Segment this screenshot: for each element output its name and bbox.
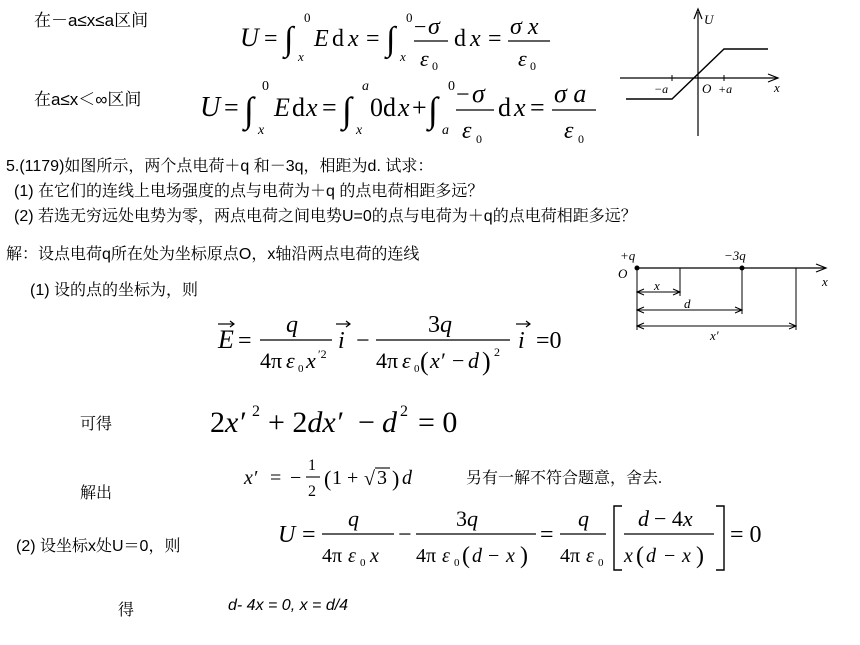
question-1: (1) 在它们的连线上电场强度的点与电荷为＋q 的点电荷相距多远？ — [14, 183, 484, 200]
svg-text:0: 0 — [406, 10, 413, 25]
svg-text:d: d — [292, 93, 305, 122]
svg-text:d: d — [472, 545, 482, 567]
svg-text:(: ( — [420, 347, 429, 376]
svg-text:−: − — [398, 522, 412, 548]
svg-text:x: x — [258, 123, 265, 138]
graph-neg-a-label: −a — [654, 82, 669, 96]
svg-text:4π: 4π — [376, 348, 399, 373]
svg-text:=: = — [224, 93, 239, 122]
svg-text:0: 0 — [414, 363, 420, 375]
question-2: (2) 若选无穷远处电势为零，两点电荷之间电势U=0的点与电荷为＋q的点电荷相距多远？ — [14, 208, 637, 225]
svg-text:(: ( — [324, 466, 332, 491]
svg-text:= 0: = 0 — [730, 522, 762, 548]
svg-text:x: x — [514, 93, 526, 122]
svg-text:x: x — [400, 49, 406, 64]
svg-text:=: = — [264, 26, 278, 52]
svg-text:0: 0 — [530, 59, 536, 73]
diagram-q-pos-label: +q — [620, 248, 636, 263]
svg-text:ε: ε — [564, 118, 574, 144]
part2-intro: (2) 设坐标x处U＝0，则 — [16, 538, 181, 555]
part1-intro: (1) 设的点的坐标为，则 — [30, 282, 199, 299]
svg-text:ε: ε — [286, 348, 295, 373]
svg-text:0: 0 — [598, 557, 604, 569]
svg-text:2: 2 — [308, 483, 316, 500]
svg-text:0: 0 — [304, 10, 311, 25]
svg-text:ε: ε — [462, 118, 472, 144]
svg-text:x: x — [298, 49, 304, 64]
problem-statement: 5.(1179)如图所示，两个点电荷＋q 和－3q，相距为d. 试求： — [6, 158, 434, 175]
svg-text:0d: 0d — [370, 93, 396, 122]
svg-text:): ) — [392, 466, 400, 491]
svg-text:x: x — [348, 26, 359, 52]
svg-text:0: 0 — [448, 79, 455, 94]
svg-text:− 4x: − 4x — [654, 506, 693, 531]
svg-text:i: i — [338, 328, 345, 354]
svg-text:= 0: = 0 — [418, 406, 458, 439]
region2-label: 在a≤x＜∞区间 — [34, 90, 142, 109]
svg-text:0: 0 — [432, 59, 438, 73]
svg-text:1: 1 — [308, 457, 316, 474]
svg-text:): ) — [482, 347, 491, 376]
svg-text:U: U — [200, 92, 221, 123]
svg-text:∫: ∫ — [244, 90, 254, 130]
svg-text:σ: σ — [428, 14, 440, 40]
graph-x-label: x — [774, 80, 780, 95]
svg-text:E: E — [274, 93, 290, 122]
svg-text:3q: 3q — [428, 312, 452, 338]
equation-quadratic — [206, 396, 476, 446]
graph-u-label: U — [704, 12, 714, 27]
svg-text:0: 0 — [360, 557, 366, 569]
region1-label: 在－a≤x≤a区间 — [34, 11, 149, 30]
svg-text:0: 0 — [262, 79, 269, 94]
diagram-x-axis-label: x — [822, 274, 828, 289]
svg-text:−: − — [414, 14, 427, 39]
diagram-origin-label: O — [618, 266, 628, 281]
graph-origin-label: O — [702, 81, 712, 96]
svg-text:d: d — [468, 348, 479, 373]
svg-text:ε: ε — [402, 348, 411, 373]
svg-text:∫: ∫ — [428, 90, 438, 130]
svg-text:x: x — [398, 93, 410, 122]
svg-text:E: E — [218, 325, 234, 354]
svg-text:σ: σ — [472, 79, 485, 108]
svg-text:a: a — [362, 79, 369, 94]
equation-u-zero — [274, 500, 764, 578]
svg-text:3q: 3q — [456, 506, 478, 531]
equation-u-inner — [238, 4, 568, 74]
svg-text:4π: 4π — [322, 545, 343, 567]
svg-text:σ x: σ x — [510, 14, 539, 40]
svg-text:0: 0 — [298, 363, 304, 375]
svg-text:U: U — [278, 522, 296, 548]
svg-text:U: U — [240, 23, 259, 52]
svg-text:1 +: 1 + — [332, 467, 359, 489]
svg-text:=: = — [322, 93, 337, 122]
svg-text:=: = — [366, 26, 380, 52]
svg-text:0: 0 — [454, 557, 460, 569]
svg-text:+ 2dx′: + 2dx′ — [268, 406, 343, 439]
svg-text:=: = — [540, 522, 554, 548]
svg-text:d: d — [402, 467, 412, 489]
svg-text:−: − — [664, 545, 676, 567]
svg-text:3: 3 — [377, 467, 387, 489]
final-answer: d- 4x = 0, x = d/4 — [228, 597, 349, 614]
svg-text:∫: ∫ — [386, 21, 396, 58]
svg-text:=: = — [302, 522, 316, 548]
svg-text:σ a: σ a — [554, 79, 587, 108]
svg-text:−: − — [456, 82, 470, 108]
svg-text:q: q — [286, 312, 298, 338]
svg-text:a: a — [442, 123, 449, 138]
svg-text:x: x — [306, 93, 318, 122]
svg-text:2: 2 — [494, 345, 500, 359]
svg-text:): ) — [520, 543, 528, 569]
svg-text:′2: ′2 — [318, 347, 327, 361]
svg-text:x: x — [624, 545, 633, 567]
svg-text:+: + — [412, 93, 427, 122]
svg-text:x′: x′ — [430, 348, 445, 373]
svg-text:4π: 4π — [560, 545, 581, 567]
final-label: 得 — [118, 602, 135, 619]
svg-text:∫: ∫ — [342, 90, 352, 130]
svg-text:0: 0 — [578, 132, 584, 146]
svg-text:=: = — [270, 467, 282, 489]
svg-text:d: d — [382, 406, 397, 439]
solution-setup: 解：设点电荷q所在处为坐标原点O，x轴沿两点电荷的连线 — [6, 246, 420, 263]
svg-text:i: i — [518, 328, 525, 354]
svg-text:x: x — [306, 348, 316, 373]
svg-text:=: = — [530, 93, 545, 122]
svg-text:−: − — [358, 406, 375, 439]
svg-text:(: ( — [462, 543, 470, 569]
svg-text:x: x — [356, 123, 363, 138]
result-label: 可得 — [80, 416, 113, 433]
diagram-q-neg-label: −3q — [724, 248, 746, 263]
svg-text:ε: ε — [518, 46, 527, 71]
svg-text:d: d — [498, 93, 511, 122]
svg-text:x: x — [470, 26, 481, 52]
svg-text:−: − — [452, 348, 465, 373]
svg-text:√: √ — [364, 468, 375, 490]
svg-text:4π: 4π — [260, 348, 283, 373]
charge-diagram — [612, 244, 842, 344]
svg-text:ε: ε — [420, 46, 429, 71]
svg-text:ε: ε — [348, 545, 356, 567]
reject-note: 另有一解不符合题意，舍去. — [466, 470, 663, 487]
svg-text:(: ( — [636, 543, 644, 569]
svg-text:x: x — [682, 545, 691, 567]
solve-label: 解出 — [80, 485, 113, 502]
equation-e-field — [214, 306, 574, 382]
svg-text:d: d — [454, 26, 466, 52]
svg-text:x: x — [370, 545, 379, 567]
svg-text:x: x — [506, 545, 515, 567]
svg-text:2: 2 — [252, 403, 260, 420]
svg-text:d: d — [646, 545, 656, 567]
svg-text:d: d — [332, 26, 344, 52]
diagram-x-label: x — [654, 278, 660, 293]
svg-text:4π: 4π — [416, 545, 437, 567]
svg-text:q: q — [348, 506, 359, 531]
svg-text:d: d — [638, 506, 649, 531]
equation-u-outer — [198, 74, 608, 150]
svg-text:ε: ε — [586, 545, 594, 567]
svg-text:0: 0 — [476, 132, 482, 146]
svg-text:=: = — [238, 328, 252, 354]
svg-text:=: = — [488, 26, 502, 52]
svg-text:): ) — [696, 543, 704, 569]
graph-pos-a-label: +a — [718, 82, 733, 96]
svg-text:E: E — [314, 26, 329, 52]
svg-text:2: 2 — [400, 403, 408, 420]
diagram-x-prime-label: x′ — [710, 328, 719, 343]
svg-text:2x′: 2x′ — [210, 406, 245, 439]
svg-text:∫: ∫ — [284, 21, 294, 58]
svg-text:ε: ε — [442, 545, 450, 567]
potential-graph — [618, 4, 788, 142]
svg-text:x′: x′ — [244, 467, 258, 489]
diagram-d-label: d — [684, 296, 691, 311]
svg-text:−: − — [356, 328, 370, 354]
svg-text:−: − — [290, 467, 302, 489]
svg-text:q: q — [578, 506, 589, 531]
svg-text:−: − — [488, 545, 500, 567]
svg-text:=0: =0 — [536, 328, 562, 354]
